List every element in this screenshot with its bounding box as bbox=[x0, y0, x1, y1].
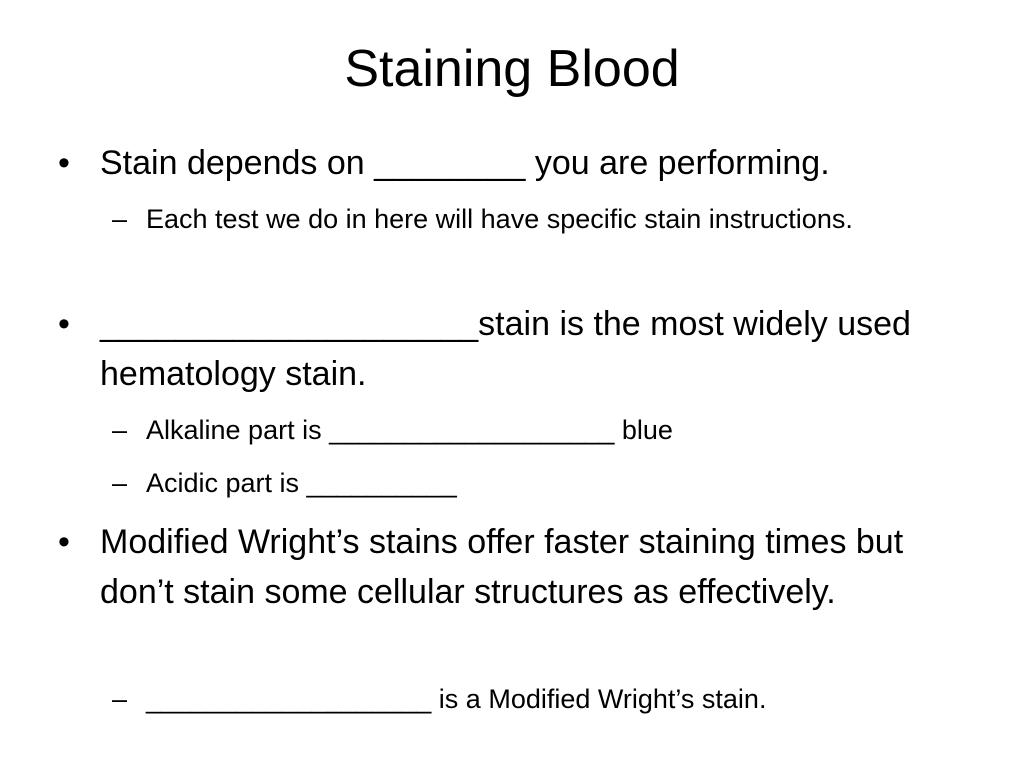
sub-bullet-text: ___________________ is a Modified Wright’s stain. bbox=[146, 684, 767, 714]
dash-icon: – bbox=[112, 204, 128, 234]
sub-bullet-text: Each test we do in here will have specific stain instructions. bbox=[146, 204, 853, 234]
bullet-icon: • bbox=[58, 305, 70, 343]
bullet-icon: • bbox=[58, 523, 70, 561]
sub-bullet-item bbox=[112, 408, 946, 453]
dash-icon: – bbox=[112, 468, 128, 498]
bullet-text: Stain depends on ________ you are performing. bbox=[100, 144, 830, 182]
dash-icon: – bbox=[112, 684, 128, 714]
bullet-text: ____________________stain is the most widely used hematology stain. bbox=[100, 305, 911, 393]
bullet-item bbox=[58, 299, 960, 399]
bullet-item bbox=[58, 517, 960, 617]
sub-bullet-item bbox=[112, 677, 946, 722]
sub-bullet-text: Acidic part is __________ bbox=[146, 468, 457, 498]
sub-bullet-item bbox=[112, 197, 946, 242]
bullet-text: Modified Wright’s stains offer faster staining times but don’t stain some cellular structures as effectively. bbox=[100, 523, 904, 611]
dash-icon: – bbox=[112, 415, 128, 445]
sub-bullet-item bbox=[112, 461, 946, 506]
sub-bullet-text: Alkaline part is ___________________ blue bbox=[146, 415, 673, 445]
bullet-item bbox=[58, 138, 960, 188]
bullet-icon: • bbox=[58, 144, 70, 182]
slide-title: Staining Blood bbox=[344, 40, 680, 98]
